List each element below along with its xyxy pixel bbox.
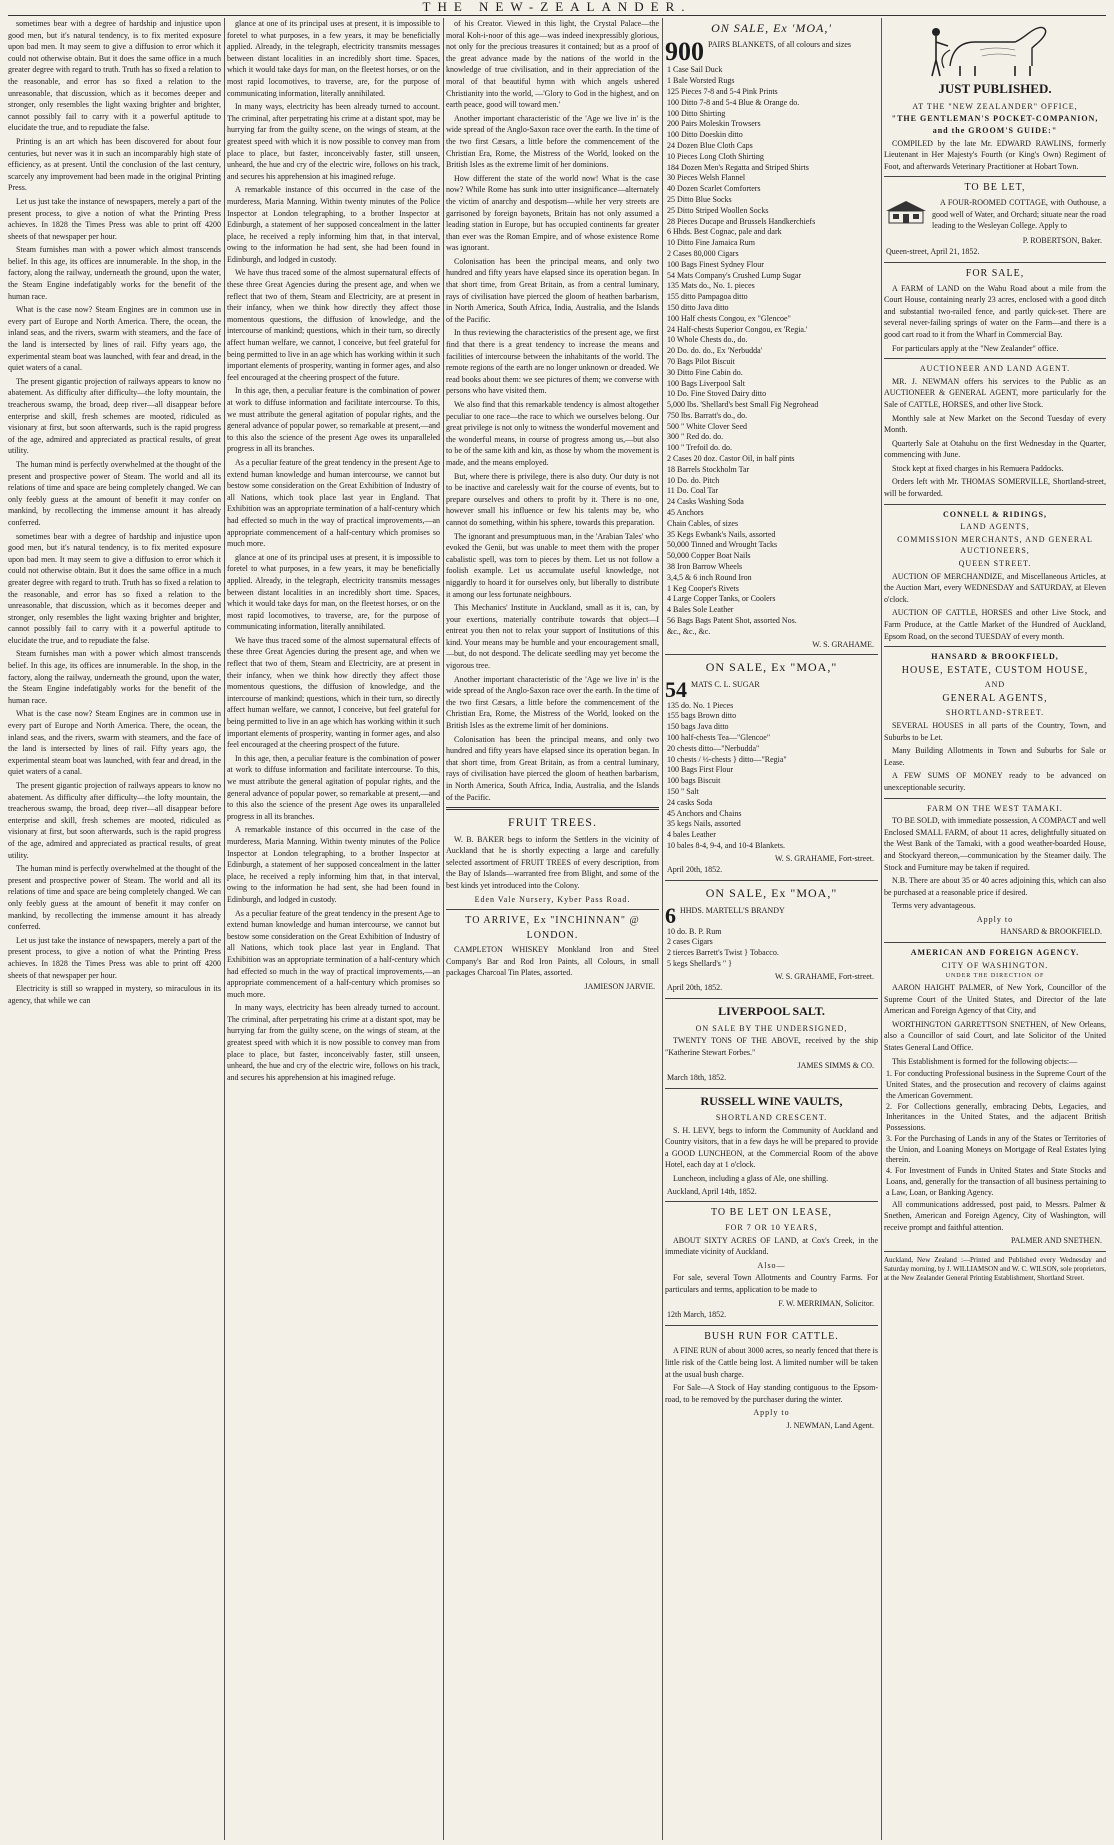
list-item: 100 Ditto Doeskin ditto [667, 130, 743, 140]
ad-heading-on-sale-moa: ON SALE, Ex "MOA," [705, 660, 838, 675]
ad-body: Monthly sale at New Market on the Second Tuesday of every Month. [884, 413, 1106, 435]
ad-signature: F. W. MERRIMAN, Solicitor. [778, 1298, 874, 1308]
horse-and-groom-engraving [920, 20, 1070, 78]
list-item: 200 Pairs Moleskin Trowsers [667, 119, 761, 129]
list-item: 2. For Collections generally, embracing Debts, Legacies, and Inheritances in the United States, and the adjacent British Possessions. [886, 1101, 1106, 1133]
ad-book-title: "THE GENTLEMAN'S POCKET-COMPANION, and the GROOM'S GUIDE:" [891, 114, 1099, 136]
list-item: 184 Dozen Men's Regatta and Striped Shirts [667, 162, 809, 172]
list-item: 45 Anchors and Chains [667, 808, 742, 818]
ad-signature: HANSARD & BROOKFIELD. [1000, 927, 1102, 937]
list-item: 24 Casks Washing Soda [667, 497, 744, 507]
list-item: 50,000 Copper Boat Nails [667, 551, 751, 561]
article-paragraph: The present gigantic projection of railways appears to know no abatement. As difficulty after difficulty—the lofty mountain, the treacherous swamp, the broad, deep river—all disappear before enterprise and skill, fresh schemes are mooted, ridiculed as visionary at first, but soon afterwards, such is the rapid progress of the age, admired and appreciated as practical results, of great utility. [8, 781, 221, 860]
ad-signature: J. NEWMAN, Land Agent. [786, 1420, 874, 1430]
divider [446, 807, 659, 810]
list-item: 10 Whole Chests do., do. [667, 335, 748, 345]
list-item: 135 do. No. 1 Pieces [667, 700, 734, 710]
ad-date: Auckland, April 14th, 1852. [667, 1186, 757, 1196]
list-item: 70 Bags Pilot Biscuit [667, 356, 735, 366]
ad-heading-on-sale-moa: ON SALE, Ex "MOA," [705, 886, 838, 901]
list-item: 38 Iron Barrow Wheels [667, 562, 743, 572]
ad-heading-connell-ridings: CONNELL & RIDINGS, [942, 509, 1047, 519]
ad-subheading: CITY OF WASHINGTON. [941, 960, 1049, 970]
column-2-article [227, 18, 440, 1840]
divider [884, 798, 1106, 799]
list-item: 1 Bale Worsted Rugs [667, 76, 735, 86]
ad-body: Orders left with Mr. THOMAS SOMERVILLE, Shortland-street, will be forwarded. [884, 477, 1106, 499]
list-item: 100 bags Biscuit [667, 776, 721, 786]
list-item: 750 lbs. Barratt's do., do. [667, 410, 748, 420]
column-5-ads [884, 18, 1106, 1840]
list-item: 155 bags Brown ditto [667, 711, 737, 721]
divider [665, 654, 878, 655]
ad-subheading: COMMISSION MERCHANTS, AND GENERAL AUCTIONEERS, [897, 534, 1093, 556]
ad-first-line: MATS C. L. SUGAR [691, 679, 760, 689]
ad-subheading: LAND AGENTS, [960, 522, 1030, 532]
divider [884, 176, 1106, 177]
ad-body: COMPILED by the late Mr. EDWARD RAWLINS, formerly Lieutenant in Her Majesty's Fourth (or King's Own) Regiment of Foot, and afterwards Veterinary Practitioner at Hobart Town. [884, 138, 1106, 171]
ad-item-list [884, 1069, 1106, 1199]
ad-subheading: AT THE "NEW ZEALANDER" OFFICE, [912, 101, 1078, 111]
article-paragraph: This Mechanics' Institute in Auckland, small as it is, can, by your exertions, materially contribute towards that object—I entreat you then not to relax your support of Institutions of this kind. Your means may be humble and your encouragement small,—but, do not despond. The delicate seedling may yet become the vigorous tree. [446, 603, 659, 671]
ad-signature: JAMIESON JARVIE. [584, 981, 655, 991]
ad-date: April 20th, 1852. [667, 865, 723, 875]
list-item: 30 Pieces Welsh Flannel [667, 173, 746, 183]
divider [884, 358, 1106, 359]
cottage-engraving [884, 199, 928, 225]
column-1-article [8, 18, 221, 1840]
list-item: 150 ditto Java ditto [667, 302, 729, 312]
list-item: 18 Barrels Stockholm Tar [667, 464, 750, 474]
article-paragraph: Colonisation has been the principal means, and only two hundred and fifty years have elapsed since its operation began. In that short time, from Great Britain, as from a central luminary, rays of civilisation have pierced the gloom of heathen barbarism, in North America, South Africa, India, Australia, and the Islands of the Pacific. [446, 256, 659, 324]
ad-signature: W. S. GRAHAME, Fort-street. [774, 853, 874, 863]
list-item: 2 Cases 80,000 Cigars [667, 248, 739, 258]
ad-body: For sale, several Town Allotments and Country Farms. For particulars and terms, application to be made to [665, 1273, 878, 1294]
ad-first-line: HHDS. MARTELL'S BRANDY [680, 905, 785, 915]
list-item: 4 Bales Sole Leather [667, 605, 734, 615]
list-item: 20 chests ditto—"Nerbudda" [667, 743, 760, 753]
list-item: 56 Bags Bags Patent Shot, assorted Nos. [667, 616, 797, 626]
divider [884, 262, 1106, 263]
divider [665, 1088, 878, 1089]
ad-heading-for-sale: FOR SALE, [965, 268, 1025, 280]
ad-heading-to-arrive: TO ARRIVE, Ex "INCHINNAN" @ LONDON. [465, 915, 640, 941]
ad-big-number: 900 [665, 37, 704, 67]
list-item: 6 Hhds. Best Cognac, pale and dark [667, 227, 782, 237]
column-3-article [446, 18, 659, 1840]
ad-subheading: GENERAL AGENTS, [942, 692, 1048, 704]
divider [884, 942, 1106, 943]
list-item: 24 Half-chests Superior Congou, ex 'Regia.' [667, 324, 808, 334]
ad-heading-farm-west-tamaki: FARM ON THE WEST TAMAKI. [927, 803, 1063, 813]
ad-big-number: 6 [665, 902, 676, 928]
list-item: 10 do. B. P. Rum [667, 926, 722, 936]
list-item: 40 Dozen Scarlet Comforters [667, 184, 761, 194]
list-item: 20 Do. do. do., Ex 'Nerbudda' [667, 346, 763, 356]
article-paragraph: In many ways, electricity has been already turned to account. The criminal, after perpetrating his crime at a distant spot, may be hurrying far from the guilty scene, on the wings of steam, at the greatest speed with which it is now possible to convey man from place to place, but faster, inconceivably faster, still unseen, unheard, the hue and cry of the electric wire, follows on his track, and secures his apprehension at his imagined refuge. [227, 1003, 440, 1082]
divider [884, 1251, 1106, 1252]
ad-body: AUCTION OF MERCHANDIZE, and Miscellaneous Articles, at the Auction Mart, every WEDNESDAY and SATURDAY, at Eleven o'clock. [884, 571, 1106, 604]
article-paragraph: Let us just take the instance of newspapers, merely a part of the present process, to give a notion of what the Printing Press achieves. In 1828 the Times Press was able to print off 4200 sheets of that newspaper per hour. [8, 196, 221, 241]
article-paragraph: glance at one of its principal uses at present, it is impossible to foretel to what purposes, in a few years, it may be beneficially applied. Already, in the telegraph, electricity transmits messages between distant localities in an incredibly short time. Spaces, which it would take days for man, on the fleetest horses, or on the most rapid locomotives, to traverse, are, for the purpose of communicating information, literally annihilated. [227, 552, 440, 632]
article-paragraph: Printing is an art which has been discovered for about four centuries, but never was it in such an incomparably high state of efficiency, as at present. Until the conclusion of the last century, scarcely any improvement had been made in the original Printing Press. [8, 136, 221, 193]
list-item: 50,000 Tinned and Wrought Tacks [667, 540, 778, 550]
article-paragraph: Steam furnishes man with a power which almost transcends belief. In this age, its offices are innumerable. In the shop, in the factory, along the railway, underneath the ground, upon the water, the Steam Engine indefatigably works for the benefit of the human race. [8, 245, 221, 301]
ad-body: This Establishment is formed for the following objects:— [892, 1056, 1078, 1066]
article-paragraph: As a peculiar feature of the great tendency in the present Age to extend human knowledge and human intercourse, we cannot but bestow some consideration on the Great Exhibition of Industry of all Nations, which took place last year in England. That Exhibition was an appropriate termination of a half-century which had effected so much in the way of practical improvements,—an appropriate commencement of a half-century which promises so much more. [227, 908, 440, 999]
article-paragraph: The human mind is perfectly overwhelmed at the thought of the present and prospective power of Steam. The world and all its relations of time and space are being completely changed. We can only feebly guess at the amount of benefit it may confer on mankind, by recollecting the immense amount it has already conferred. [8, 864, 221, 932]
list-item: 1 Keg Cooper's Rivets [667, 583, 739, 593]
list-item: 1. For conducting Professional business in the Supreme Court of the United States, and the prosecution and recovery of claims against the American Government. [886, 1069, 1106, 1100]
list-item: 10 Do. do. Pitch [667, 475, 720, 485]
ad-heading-liverpool-salt: LIVERPOOL SALT. [718, 1004, 825, 1019]
ad-body: A FINE RUN of about 3000 acres, so nearly fenced that there is little risk of the Cattle being lost. A limited number will be taken at the usual bush charge. [665, 1346, 878, 1379]
article-paragraph: In many ways, electricity has been already turned to account. The criminal, after perpetrating his crime at a distant spot, may be hurrying far from the guilty scene, on the wings of steam, at the greatest speed with which it is now possible to convey man from place to place, but faster, inconceivably faster, still unseen, unheard, the hue and cry of the electric wire, follows on his track, and secures his apprehension at his imagined refuge. [227, 102, 440, 181]
ad-signature: Eden Vale Nursery, Kyber Pass Road. [474, 894, 631, 904]
ad-subheading: FOR 7 OR 10 YEARS, [725, 1222, 818, 1232]
list-item: 5,000 lbs. 'Shellard's best Small Fig Negrohead [667, 400, 819, 410]
ad-heading-to-be-let: TO BE LET, [964, 182, 1026, 194]
ad-body: ABOUT SIXTY ACRES OF LAND, at Cox's Creek, in the immediate vicinity of Auckland. [665, 1235, 878, 1257]
divider [665, 1201, 878, 1202]
article-paragraph: Another important characteristic of the 'Age we live in' is the wide spread of the Anglo-Saxon race over the earth. In the time of the two first Cæsars, a little before the commencement of the Christian Era, Rome, the Mistress of the World, looked on the British Isles as the extreme limit of her dominions. [446, 113, 659, 170]
list-item: 35 kegs Nails, assorted [667, 819, 741, 829]
ad-body: Stock kept at fixed charges in his Remuera Paddocks. [892, 463, 1064, 473]
list-item: 28 Pieces Ducape and Brussels Handkerchiefs [667, 216, 816, 226]
article-paragraph: In this age, then, a peculiar feature is the combination of power at work to diffuse information and facilitate intercourse. To this, we must attribute the general agitation of popular rights, and the general advance of popular power, so remarkable at present,—and to this also the science of the present Age owes its unparalleled progress in all its branches. [227, 753, 440, 821]
ad-item-list [665, 701, 878, 852]
column-4-ads [665, 18, 878, 1840]
ad-signature: PALMER AND SNETHEN. [1010, 1236, 1102, 1246]
article-paragraph: The ignorant and presumptuous man, in the 'Arabian Tales' who evoked the Genii, but was unable to meet them with the proper cabalistic spell, was torn to pieces by them. Let us not follow a foolish example. Let us accumulate useful knowledge, not niggardly to hoard it for ourselves only, but liberally to distribute it among our less fortunate neighbours. [446, 531, 659, 599]
article-paragraph: Colonisation has been the principal means, and only two hundred and fifty years have elapsed since its operation began. In that short time, from Great Britain, as from a central luminary, rays of civilisation have pierced the gloom of heathen barbarism, in North America, South Africa, India, Australia, and the Islands of the Pacific. [446, 734, 659, 802]
list-item: 35 Kegs Ewbank's Nails, assorted [667, 529, 776, 539]
article-paragraph: A remarkable instance of this occurred in the case of the murderess, Maria Manning. Within twenty minutes of the Police Inspector at London telegraphing, to a brother Inspector at Edinburgh, a statement of her supposed concealment in the latter place, he received a reply informing him that, in that interval, owing to the information he had sent, she had been found in Edinburgh, and lodged in custody. [227, 825, 440, 904]
article-paragraph: We also find that this remarkable tendency is almost altogether peculiar to one race—the race to which we ourselves belong. Our great privilege is not only to witness the wonderful movement and the wonderful means, in course of progress among us,—but also to be of the same kith and kin, as those by whom the movement is made, and the means employed. [446, 400, 659, 467]
list-item: 100 Half chests Congou, ex "Glencoe" [667, 313, 791, 323]
list-item: 150 " Salt [667, 786, 699, 796]
list-item: 1 Case Sail Duck [667, 65, 723, 75]
article-paragraph: A remarkable instance of this occurred in the case of the murderess, Maria Manning. Within twenty minutes of the Police Inspector at London telegraphing, to a brother Inspector at Edinburgh, a statement of her supposed concealment in the latter place, he received a reply informing him that, in that interval, owing to the information he had sent, she had been found in Edinburgh, and lodged in custody. [227, 185, 440, 264]
list-item: 54 Mats Company's Crushed Lump Sugar [667, 270, 802, 280]
list-item: 2 cases Cigars [667, 937, 713, 947]
article-paragraph: Let us just take the instance of newspapers, merely a part of the present process, to give a notion of what the Printing Press achieves. In 1828 the Times Press was able to print off 4200 sheets of that newspaper per hour. [8, 935, 221, 980]
list-item: 25 Ditto Blue Socks [667, 194, 732, 204]
article-paragraph: We have thus traced some of the almost supernatural effects of these three Great Agencies during the present age, and when we reflect that two of them, Steam and Electricity, are at present in their infancy, when we think how directly they affect those momentous questions, the diffusion of knowledge, and the intercourse of mankind; questions, which in their turn, so directly affect human welfare, we cannot, I conceive, but feel grateful for being permitted to live in an age which has working within it such important elements of prosperity, wanting in former ages, and also feel encouraged at the cheering prospect of the future. [227, 635, 440, 750]
divider [665, 880, 878, 881]
ad-date: April 20th, 1852. [667, 983, 723, 993]
list-item: 30 Ditto Fine Cabin do. [667, 367, 743, 377]
article-paragraph: In thus reviewing the characteristics of the present age, we first find that there is a great tendency to increase the means and facilities of intercourse between the inhabitants of the world. The remote regions of the earth are no longer unknown or dreaded. We read books about them: we see pictures of them; we converse with persons who have visited them. [446, 328, 659, 396]
ad-first-line: PAIRS BLANKETS, of all colours and sizes [708, 40, 852, 50]
list-item: 4 Large Copper Tanks, or Coolers [667, 594, 776, 604]
article-paragraph: glance at one of its principal uses at present, it is impossible to foretel to what purposes, in a few years, it may be beneficially applied. Already, in the telegraph, electricity transmits messages between distant localities in an incredibly short time. Spaces, which it would take days for man, on the fleetest horses, or on the most rapid locomotives, to traverse, are, for the purpose of communicating information, literally annihilated. [227, 19, 440, 98]
ad-big-number: 54 [665, 676, 687, 702]
list-item: 10 chests / ½-chests } ditto—"Regia" [667, 754, 787, 764]
ad-subheading: SHORTLAND CRESCENT. [715, 1113, 828, 1123]
ad-apply: Apply to [753, 1408, 790, 1418]
list-item: 100 Bags Liverpool Salt [667, 378, 745, 388]
ad-body: A FARM of LAND on the Wahu Road about a mile from the Court House, containing nearly 23 acres, enclosed with a good ditch and substantial two-railed fence, and partly quick-set. There are several never-failing springs of water on the Farm—and there is a good cart road to it from the Wharf in Commercial Bay. [884, 283, 1106, 339]
divider [665, 998, 878, 999]
article-paragraph: of his Creator. Viewed in this light, the Crystal Palace—the moral Koh-i-noor of this age—was indeed inexpressibly glorious, not only for the precious treasures it contained; but as a proof of the great advance made by the nations of the world in the knowledge of true civilisation, and in their appreciation of the moral of that beautiful hymn with which angels ushered Christianity into the world, —'Glory to God in the highest, and on earth peace, good will toward men.' [446, 19, 659, 110]
divider [884, 504, 1106, 505]
ad-body: For Sale—A Stock of Hay standing contiguous to the Epsom-road, to be removed by the purchaser during the winter. [665, 1383, 878, 1404]
article-paragraph: But, where there is privilege, there is also duty. Our duty is not to be inactive and carelessly wait for the course of events, but to prepare ourselves and others to profit by it. There is no one, however small his influence or few his talents may be, who cannot do something, within his sphere, towards this preparation. [446, 471, 659, 527]
ad-body: N.B. There are about 35 or 40 acres adjoining this, which can also be purchased at a reasonable price if desired. [884, 876, 1106, 897]
list-item: 100 half-chests Tea—"Glencoe" [667, 733, 771, 742]
list-item: 500 " White Clover Seed [667, 421, 747, 431]
list-item: 100 Ditto 7-8 and 5-4 Blue & Orange do. [667, 97, 800, 107]
list-item: 24 Dozen Blue Cloth Caps [667, 140, 753, 150]
ad-body: AUCTION OF CATTLE, HORSES and other Live Stock, and Farm Produce, at the Cattle Market of the Hundred of Auckland, Epsom Road, on the second TUESDAY of every month. [884, 608, 1106, 641]
list-item: 5 kegs Shellard's " } [667, 958, 732, 968]
list-item: 100 Ditto Shirting [667, 108, 726, 118]
ad-body: Many Building Allotments in Town and Suburbs for Sale or Lease. [884, 746, 1106, 767]
list-item: 300 " Red do. do. [667, 432, 724, 442]
column-rule [224, 18, 225, 1840]
list-item: 125 Pieces 7-8 and 5-4 Pink Prints [667, 86, 778, 96]
ad-signature: W. S. GRAHAME. [812, 639, 874, 649]
article-paragraph: The human mind is perfectly overwhelmed at the thought of the present and prospective power of Steam. The world and all its relations of time and space are being completely changed. We can only feebly guess at the amount of benefit it may confer on mankind, by recollecting the immense amount it has already conferred. [8, 459, 221, 527]
ad-subheading: QUEEN STREET. [958, 559, 1032, 569]
ad-date: Queen-street, April 21, 1852. [886, 247, 980, 257]
ad-signature: JAMES SIMMS & CO. [797, 1061, 874, 1071]
ad-item-list [665, 927, 878, 970]
ad-body: AARON HAIGHT PALMER, of New York, Councillor of the Supreme Court of the United States, and Director of the late American and Foreign Agency of that City, and [884, 982, 1106, 1016]
ad-apply: Apply to [976, 914, 1014, 924]
list-item: 10 Ditto Fine Jamaica Rum [667, 238, 755, 248]
article-paragraph: As a peculiar feature of the great tendency in the present Age to extend human knowledge and human intercourse, we cannot but bestow some consideration on the Great Exhibition of Industry of all Nations, which took place last year in England. That Exhibition was an appropriate termination of a half-century which had effected so much in the way of practical improvements,—an appropriate commencement of a half-century which promises so much more. [227, 457, 440, 549]
ad-body: Terms very advantageous. [892, 901, 976, 911]
ad-signature: W. S. GRAHAME, Fort-street. [774, 971, 874, 981]
list-item: 100 Bags Finest Sydney Flour [667, 259, 764, 269]
ad-date: March 18th, 1852. [667, 1072, 727, 1082]
article-paragraph: Steam furnishes man with a power which almost transcends belief. In this age, its offices are innumerable. In the shop, in the factory, along the railway, underneath the ground, upon the water, the Steam Engine indefatigably works for the benefit of the human race. [8, 649, 221, 705]
article-paragraph: What is the case now? Steam Engines are in common use in every part of Europe and North America. There, the ocean, the inland seas, and the rivers, swarm with steamers, and the face of the land is intersected by lines of rail. Fifty years ago, the experimental steam boat was launched, with fear and dread, in the quiet waters of a canal. [8, 305, 221, 373]
masthead: THE NEW-ZEALANDER. [422, 0, 692, 14]
list-item: 3,4,5 & 6 inch Round Iron [667, 572, 752, 582]
ad-heading-bush-run: BUSH RUN FOR CATTLE. [704, 1330, 839, 1342]
ad-subheading: UNDER THE DIRECTION OF [945, 973, 1045, 980]
list-item: Chain Cables, of sizes [667, 518, 739, 528]
list-item: 4. For Investment of Funds in United States and State Stocks and Loans, and, generally for the transaction of all business pertaining to a Law, Loan, or Banking Agency. [886, 1166, 1106, 1197]
ad-body: A FOUR-ROOMED COTTAGE, with Outhouse, a good well of Water, and Orchard; situate near the road leading to the Wesleyan College. Apply to [932, 197, 1106, 231]
list-item: 24 casks Soda [667, 797, 713, 807]
article-paragraph: What is the case now? Steam Engines are in common use in every part of Europe and North America. There, the ocean, the inland seas, and the rivers, swarm with steamers, and the face of the land is intersected by lines of rail. Fifty years ago, the experimental steam boat was launched, with fear and dread, in the quiet waters of a canal. [8, 709, 221, 777]
ad-subheading: AND [984, 680, 1006, 690]
article-paragraph: In this age, then, a peculiar feature is the combination of power at work to diffuse information and facilitate intercourse. To this, we must attribute the general agitation of popular rights, and the general advance of popular power, so remarkable at present,—and to this also the science of the present Age owes its unparalleled progress in all its branches. [227, 386, 440, 454]
ad-body: For particulars apply at the "New Zealander" office. [892, 343, 1059, 353]
ad-body: Luncheon, including a glass of Ale, one shilling. [673, 1174, 829, 1184]
divider [884, 646, 1106, 647]
list-item: 135 Mats do., No. 1. pieces [667, 281, 755, 291]
list-item: 2 tierces Barrett's Twist } Tobacco. [667, 948, 779, 958]
list-item: 10 bales 8-4, 9-4, and 10-4 Blankets. [667, 840, 785, 850]
article-paragraph: sometimes bear with a degree of hardship and injustice upon good men, but it's natural tendency, is to fix merited exposure upon bad men. It may seem to give a diffusion to error which it could not otherwise obtain. But it does the same office in a much greater degree with regard to truth. Truth has so fixed a relation to the reasonable, and error has so fixed a relation to the unreasonable, that discussion, which as it becomes deeper and stronger, only resembles the light waxing brighter and brighter, cannot possibly fail to carry with it a powerful aptitude to elucidate the true, and to repudiate the false. [8, 19, 221, 133]
list-item: 45 Anchors [667, 508, 704, 518]
ad-heading-hansard-brookfield: HANSARD & BROOKFIELD, [931, 652, 1059, 662]
ad-heading-to-be-let-on-lease: TO BE LET ON LEASE, [710, 1207, 833, 1219]
ad-body: A FEW SUMS OF MONEY ready to be advanced on unexceptionable security. [884, 771, 1106, 792]
ad-subheading: ON SALE BY THE UNDERSIGNED, [695, 1023, 848, 1033]
ad-body: SEVERAL HOUSES in all parts of the Country, Town, and Suburbs to be Let. [884, 720, 1106, 742]
ad-body: S. H. LEVY, begs to inform the Community of Auckland and Country visitors, that in a few days he will be prepared to provide a GOOD LUNCHEON, at the Commercial Room of the above Hotel, each day at 1 o'clock. [665, 1125, 878, 1170]
ad-body: CAMPLETON WHISKEY Monkland Iron and Steel Company's Bar and Rod Iron Paints, all Colours, in small packages Charcoal Tin Plates, assorted. [446, 945, 659, 978]
ad-heading-on-sale-moa: ON SALE, Ex 'MOA,' [711, 21, 832, 35]
ad-body: All communications addressed, post paid, to Messrs. Palmer & Snethen, American and Foreign Agency, City of Washington, will receive prompt and faithful attention. [884, 1199, 1106, 1232]
ad-body: W. B. BAKER begs to inform the Settlers in the vicinity of Auckland that he is shortly expecting a large and carefully selected assortment of FRUIT TREES of every description, from the Bay of Islands—warranted free from Blight, and some of the best kinds yet introduced into the Colony. [446, 834, 659, 890]
ad-item-list [665, 65, 878, 637]
article-paragraph: How different the state of the world now! What is the case now? While Rome has sunk into utter insignificance—alternately the victim of anarchy and despotism—while her very streets are garrisoned by foreign bayonets, Britain has not only assumed a leading station in Europe, but has occupied continents far greater than ever was the Roman Empire, and of whose existence Rome was ignorant. [446, 173, 659, 253]
list-item: 25 Ditto Striped Woollen Socks [667, 205, 769, 215]
article-paragraph: The present gigantic projection of railways appears to know no abatement. As difficulty after difficulty—the lofty mountain, the treacherous swamp, the broad, deep river—all disappear before enterprise and skill, fresh schemes are mooted, ridiculed as visionary at first, but soon afterwards, such is the rapid progress of the age, admired and appreciated as practical results, of great utility. [8, 376, 221, 456]
ad-signature: P. ROBERTSON, Baker. [1022, 235, 1102, 245]
article-paragraph: sometimes bear with a degree of hardship and injustice upon good men, but it's natural tendency, is to fix merited exposure upon bad men. It may seem to give a diffusion to error which it could not otherwise obtain. But it does the same office in a much greater degree with regard to truth. Truth has so fixed a relation to the reasonable, and error has so fixed a relation to the unreasonable, that discussion, which as it becomes deeper and stronger, only resembles the light waxing brighter and brighter, cannot possibly fail to carry with it a powerful aptitude to elucidate the true, and to repudiate the false. [8, 531, 221, 645]
list-item: 2 Cases 20 doz. Castor Oil, in half pints [667, 454, 795, 464]
article-paragraph: Electricity is still so wrapped in mystery, so miraculous in its agency, that while we can [8, 984, 221, 1005]
list-item: 3. For the Purchasing of Lands in any of the States or Territories of the Union, and Loaning Moneys on Mortgage of Real Estates lying therein. [886, 1133, 1106, 1165]
list-item: 150 bags Java ditto [667, 722, 729, 732]
ad-subheading: SHORTLAND-STREET. [945, 708, 1045, 718]
divider [665, 1325, 878, 1326]
column-rule [662, 18, 663, 1840]
ad-body: WORTHINGTON GARRETTSON SNETHEN, of New Orleans, also a Councillor of said Court, and late Solicitor of the United States General Land Office. [884, 1019, 1106, 1052]
article-paragraph: We have thus traced some of the almost supernatural effects of these three Great Agencies during the present age, and when we reflect that two of them, Steam and Electricity, are at present in their infancy, when we think how directly they affect those momentous questions, the diffusion of knowledge, and the intercourse of mankind; questions, which in their turn, so directly affect human welfare, we cannot, I conceive, but feel grateful for being permitted to live in an age which has working within it such important elements of prosperity, wanting in former ages, and also feel encouraged at the cheering prospect of the future. [227, 268, 440, 382]
ad-body: Quarterly Sale at Otahuhu on the first Wednesday in the Quarter, commencing with June. [884, 438, 1106, 460]
ad-body: TWENTY TONS OF THE ABOVE, received by the ship "Katherine Stewart Forbes." [665, 1036, 878, 1057]
list-item: &c., &c., &c. [667, 626, 711, 636]
list-item: 100 " Trefoil do. do. [667, 443, 733, 453]
list-item: 100 Bags First Flour [667, 765, 734, 775]
list-item: 4 bales Leather [667, 830, 716, 840]
article-paragraph: Another important characteristic of the 'Age we live in' is the wide spread of the Anglo-Saxon race over the earth. In the time of the two first Cæsars, a little before the commencement of the Christian Era, Rome, the Mistress of the World, looked on the British Isles as the extreme limit of her dominions. [446, 674, 659, 731]
ad-heading-just-published: JUST PUBLISHED. [938, 81, 1052, 96]
ad-also: Also— [757, 1260, 786, 1270]
ad-body: TO BE SOLD, with immediate possession, A COMPACT and well Enclosed SMALL FARM, of about 11 acres, delightfully situated on the West Bank of the Tamaki, with a good weather-boarded House, and Stockyard thereon,—communication by the Steamer daily. The Stock and Furniture may be taken if required. [884, 816, 1106, 872]
column-rule [443, 18, 444, 1840]
ad-heading-russell-wine-vaults: RUSSELL WINE VAULTS, [700, 1093, 843, 1108]
ad-heading-fruit-trees: FRUIT TREES. [508, 815, 597, 830]
header-rule [8, 15, 1106, 16]
divider [446, 909, 659, 910]
list-item: 155 ditto Pampagoa ditto [667, 292, 748, 302]
ad-date: 12th March, 1852. [667, 1310, 727, 1320]
list-item: 10 Pieces Long Cloth Shirting [667, 151, 764, 161]
list-item: 10 Do. Fine Stoved Dairy ditto [667, 389, 767, 399]
ad-heading-auctioneer: AUCTIONEER AND LAND AGENT. [919, 364, 1071, 374]
ad-body: MR. J. NEWMAN offers his services to the Public as an AUCTIONEER & GENERAL AGENT, more particularly for the Sale of CATTLE, HORSES, and other live Stock. [884, 376, 1106, 409]
ad-heading-american-agency: AMERICAN AND FOREIGN AGENCY. [910, 948, 1080, 958]
imprint: Auckland, New Zealand :—Printed and Published every Wednesday and Saturday morning, by J. WILLIAMSON and W. C. WILSON, sole proprietors, at the New Zealander General Printing Establishment, Shortland Street. [884, 1256, 1106, 1283]
ad-subheading: HOUSE, ESTATE, CUSTOM HOUSE, [901, 664, 1089, 676]
list-item: 11 Do. Coal Tar [667, 486, 718, 496]
column-rule [881, 18, 882, 1840]
